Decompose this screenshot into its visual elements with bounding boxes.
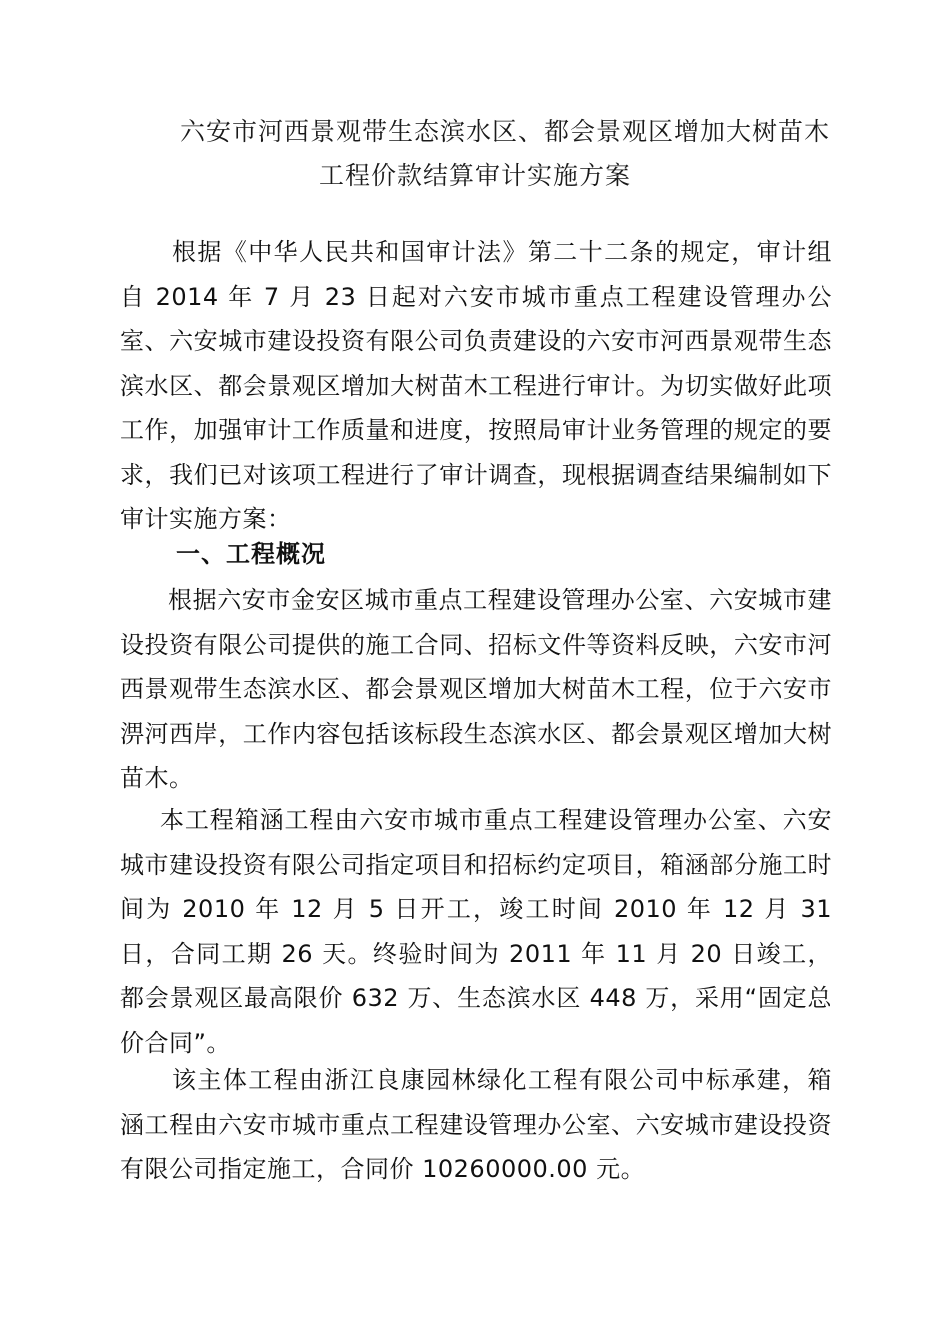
- document-title-line-1: 六安市河西景观带生态滨水区、都会景观区增加大树苗木: [179, 117, 830, 146]
- culvert-paragraph: 本工程箱涵工程由六安市城市重点工程建设管理办公室、六安城市建设投资有限公司指定项目和招标约定项目，箱涵部分施工时间为 2010 年 12 月 5 日开工，竣工时间 2010 年 12 月 31 日，合同工期 26 天。终验时间为 2011 年 11 月 20 日竣工，都会景观区最高限价 632 万、生态滨水区 448 万，采用“固定总价合同”。: [120, 806, 832, 1057]
- overview-paragraph: 根据六安市金安区城市重点工程建设管理办公室、六安城市建设投资有限公司提供的施工合同、招标文件等资料反映，六安市河西景观带生态滨水区、都会景观区增加大树苗木工程，位于六安市淠河西岸，工作内容包括该标段生态滨水区、都会景观区增加大树苗木。: [120, 586, 832, 792]
- section-heading-project-overview: 一、工程概况: [176, 540, 326, 568]
- intro-paragraph: 根据《中华人民共和国审计法》第二十二条的规定，审计组自 2014 年 7 月 23 日起对六安市城市重点工程建设管理办公室、六安城市建设投资有限公司负责建设的六安市河西景观带生态滨水区、都会景观区增加大树苗木工程进行审计。为切实做好此项工作，加强审计工作质量和进度，按照局审计业务管理的规定的要求，我们已对该项工程进行了审计调查，现根据调查结果编制如下审计实施方案：: [120, 238, 832, 533]
- document-title-line-2: 工程价款结算审计实施方案: [318, 161, 631, 190]
- contractor-paragraph: 该主体工程由浙江良康园林绿化工程有限公司中标承建，箱涵工程由六安市城市重点工程建设管理办公室、六安城市建设投资有限公司指定施工，合同价 10260000.00 元。: [120, 1066, 832, 1183]
